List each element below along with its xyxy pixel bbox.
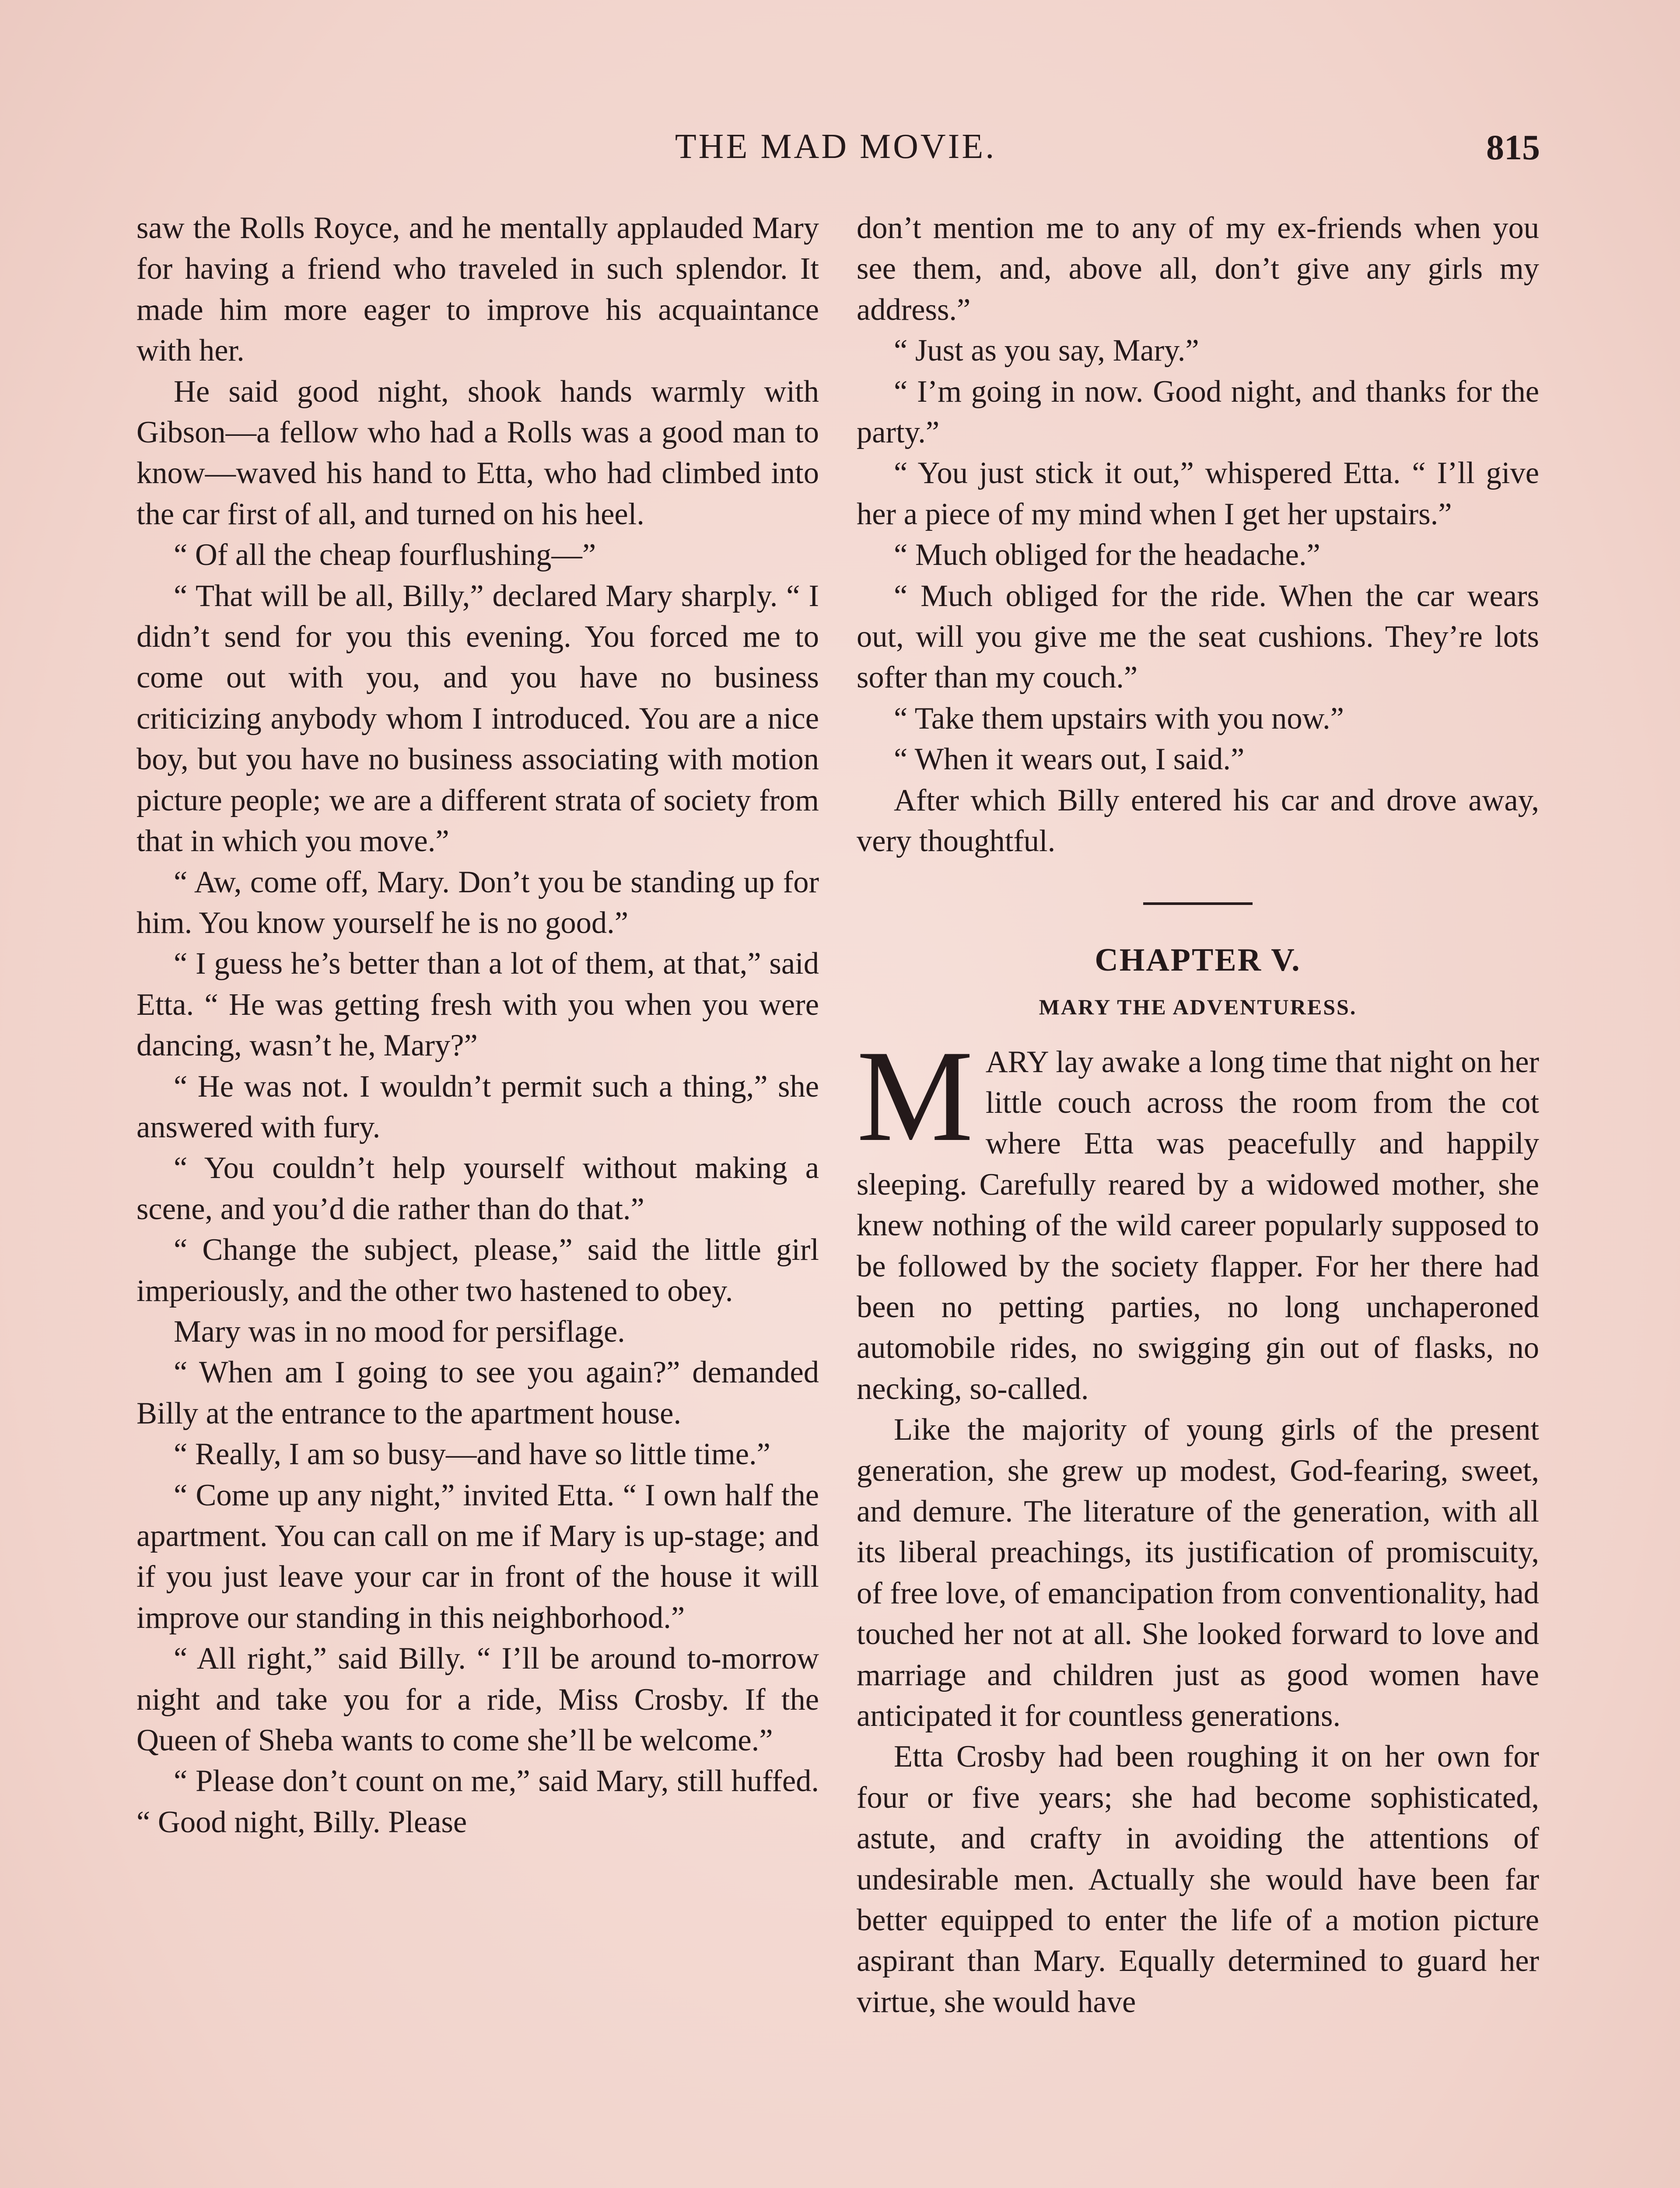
paragraph: “ Much obliged for the headache.” xyxy=(894,538,1320,572)
chapter-subheading: MARY THE ADVENTURESS. xyxy=(1039,994,1357,1019)
paragraph: He said good night, shook hands warmly with Gibson—a fellow who had a Rolls was a good man to know—waved his hand to Etta, who had climbed into the car first of all, and turned on his heel. xyxy=(136,374,819,531)
paragraph: “ Come up any night,” invited Etta. “ I own half the apartment. You can call on me if Mary is up-stage; and if you just leave your car in front of the house it will improve our standing in this neighborhood.” xyxy=(136,1478,819,1635)
chapter-heading: CHAPTER V. xyxy=(1095,942,1301,978)
paragraph: “ Change the subject, please,” said the little girl imperiously, and the other two hastened to obey. xyxy=(136,1233,819,1308)
running-head xyxy=(131,127,1540,175)
section-divider xyxy=(1143,902,1253,905)
paragraph: “ You just stick it out,” whispered Etta. “ I’ll give her a piece of my mind when I get her upstairs.” xyxy=(857,456,1539,531)
left-column xyxy=(136,208,819,1843)
paragraph: “ I’m going in now. Good night, and thanks for the party.” xyxy=(857,374,1539,450)
paragraph: “ Of all the cheap fourflushing—” xyxy=(174,538,596,572)
right-column xyxy=(857,208,1539,2023)
paragraph: “ I guess he’s better than a lot of them, at that,” said Etta. “ He was getting fresh with you when you were dancing, wasn’t he, Mary?” xyxy=(136,947,819,1063)
drop-cap: M xyxy=(857,1023,973,1168)
paragraph: After which Billy entered his car and drove away, very thoughtful. xyxy=(857,783,1539,859)
paragraph: “ When it wears out, I said.” xyxy=(894,742,1245,777)
paragraph: “ Really, I am so busy—and have so little time.” xyxy=(174,1437,770,1472)
paragraph: Etta Crosby had been roughing it on her own for four or five years; she had become sophisticated, astute, and crafty in avoiding the attentions of undesirable men. Actually she would have been far better equipped to enter the life of a motion picture aspirant than Mary. Equally determined to guard her virtue, she would have xyxy=(857,1739,1539,2019)
paragraph: “ All right,” said Billy. “ I’ll be around to-morrow night and take you for a ride, Miss Crosby. If the Queen of Sheba wants to come she’ll be welcome.” xyxy=(136,1641,819,1758)
paragraph: “ Much obliged for the ride. When the car wears out, will you give me the seat cushions. They’re lots softer than my couch.” xyxy=(857,579,1539,695)
paragraph: “ Take them upstairs with you now.” xyxy=(894,701,1344,736)
paragraph: Like the majority of young girls of the present generation, she grew up modest, God-fearing, sweet, and demure. The literature of the generation, with all its liberal preachings, its justification of promiscuity, of free love, of emancipation from conventionality, had touched her not at all. She looked forward to love and marriage and children just as good women have anticipated it for countless generations. xyxy=(857,1413,1539,1733)
paragraph: saw the Rolls Royce, and he mentally applauded Mary for having a friend who traveled in such splendor. It made him more eager to improve his acquaintance with her. xyxy=(136,211,819,368)
chapter-opening-paragraph xyxy=(857,1023,1539,1410)
paragraph: “ When am I going to see you again?” demanded Billy at the entrance to the apartment house. xyxy=(136,1355,819,1431)
paragraph: “ He was not. I wouldn’t permit such a thing,” she answered with fury. xyxy=(136,1069,819,1144)
paragraph: “ Please don’t count on me,” said Mary, still huffed. “ Good night, Billy. Please xyxy=(136,1764,819,1839)
paragraph: “ Aw, come off, Mary. Don’t you be standing up for him. You know yourself he is no good.” xyxy=(136,865,819,940)
paragraph: Mary was in no mood for persiflage. xyxy=(174,1314,625,1349)
paragraph: “ Just as you say, Mary.” xyxy=(894,333,1199,368)
page-number: 815 xyxy=(1486,127,1540,167)
paragraph: “ You couldn’t help yourself without making a scene, and you’d die rather than do that.” xyxy=(136,1151,819,1226)
paragraph: don’t mention me to any of my ex-friends when you see them, and, above all, don’t give any girls my address.” xyxy=(857,211,1539,327)
paragraph: “ That will be all, Billy,” declared Mary sharply. “ I didn’t send for you this evening. You forced me to come out with you, and you have no business criticizing anybody whom I introduced. You are a nice boy, but you have no business associating with motion picture people; we are a different strata of society from that in which you move.” xyxy=(136,579,819,859)
running-title: THE MAD MOVIE. xyxy=(675,127,997,166)
chapter-opening-text: ARY lay awake a long time that night on her little couch across the room from the cot where Etta was peacefully and happily sleeping. Carefully reared by a widowed mother, she knew nothing of the wild career popularly supposed to be followed by the society flapper. For her there had been no petting parties, no long unchaperoned automobile rides, no swigging gin out of flasks, no necking, so-called. xyxy=(857,1045,1539,1406)
